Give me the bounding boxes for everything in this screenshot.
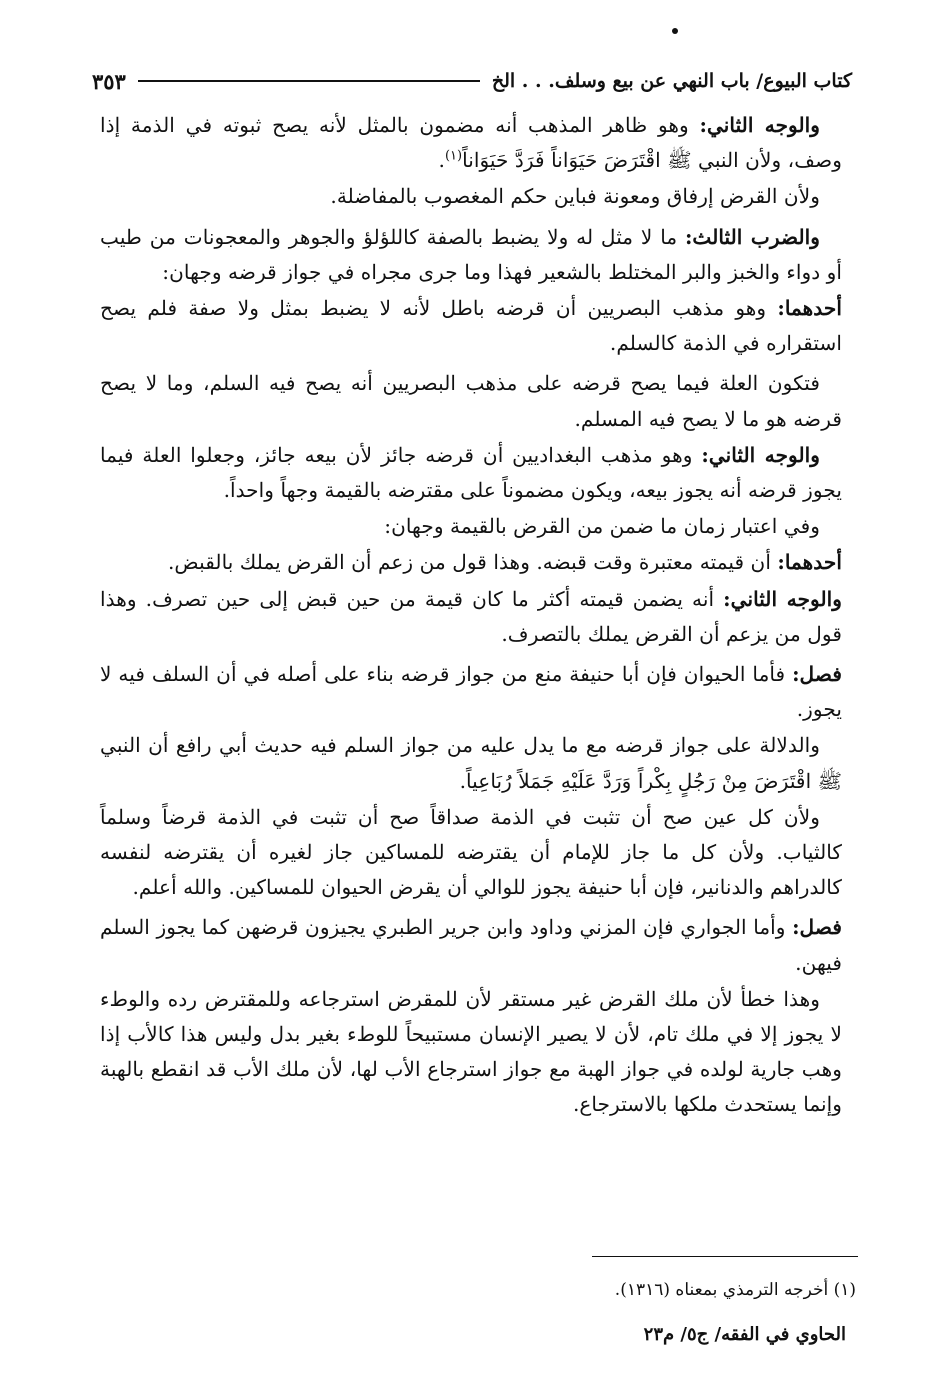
paragraph-5 [100,366,842,436]
footnote-separator [592,1256,858,1257]
paragraph-14 [100,982,842,1123]
paragraph-9 [100,582,842,652]
paragraph-6 [100,438,842,508]
paragraph-text: فتكون العلة فيما يصح قرضه على مذهب البصريين أنه يصح فيه السلم، وما لا يصح قرضه هو ما لا يصح فيه المسلم. [100,371,842,431]
section-label: والضرب الثالث: [684,224,820,249]
paragraph-text: وهو ظاهر المذهب أنه مضمون بالمثل لأنه يصح ثبوته في الذمة إذا وصف، ولأن النبي ﷺ اقْتَرَضَ حَيَوَاناً فَرَدَّ حَيَوَاناً [100,113,842,173]
paragraph-12 [100,800,842,906]
paragraph-text: أن قيمته معتبرة وقت قبضه. وهذا قول من زعم أن القرض يملك بالقبض. [167,550,778,575]
paragraph-text: فأما الحيوان فإن أبا حنيفة منع من جواز قرضه بناء على أصله في أن السلف فيه لا يجوز. [100,662,842,722]
footnote-ref[interactable]: (١) [444,148,463,164]
section-label: فصل: [792,662,842,687]
paragraph-text: وهو مذهب البصريين أن قرضه باطل لأنه لا يضبط بمثل ولا صفة فلم يصح استقراره في الذمة كالسلم. [100,296,842,356]
paragraph-10 [100,657,842,727]
paragraph-11 [100,728,842,798]
page-header [92,64,852,98]
paragraph-text: أنه يضمن قيمته أكثر ما كان قيمة من حين قبض إلى حين تصرف. وهذا قول من يزعم أن القرض يملك بالتصرف. [100,586,842,646]
paragraph-text: وهذا خطأ لأن ملك القرض غير مستقر لأن للمقرض استرجاعه وللمقترض رده والوطء لا يجوز إلا في ملك تام، لأن لا يصير الإنسان مستبيحاً للوطء بغير بدل وليس هذا كالأب إذا وهب جارية لولده في جواز الهبة مع جواز استرجاع الأب لها، لأن ملك الأب قد انقطع بالهبة وإنما يستحدث ملكها بالاسترجاع. [100,986,842,1117]
paragraph-3 [100,220,842,290]
section-label: والوجه الثاني: [701,442,820,467]
section-label: والوجه الثاني: [699,113,820,137]
paragraph-text: وهو مذهب البغداديين أن قرضه جائز لأن بيعه جائز، وجعلوا العلة فيما يجوز قرضه أنه يجوز بيعه، ويكون مضموناً على مقترضه بالقيمة وجهاً واحداً. [100,442,842,503]
paragraph-text: وأما الجواري فإن المزني وداود وابن جرير الطبري يجيزون قرضهن كما يجوز السلم فيهن. [100,915,842,975]
ink-dot [672,28,678,34]
section-label: أحدهما: [777,550,842,575]
paragraph-text: ولأن القرض إرفاق ومعونة فباين حكم المغصوب بالمفاضلة. [330,184,820,209]
header-rule [138,80,480,82]
footnote: (١) أخرجه الترمذي بمعناه (١٣١٦). [614,1280,856,1300]
running-title: كتاب البيوع/ باب النهي عن بيع وسلف. . . الخ [491,70,852,92]
page-body [100,108,842,1124]
paragraph-tail: . [438,148,445,173]
paragraph-text: ما لا مثل له ولا يضبط بالصفة كاللؤلؤ والجوهر والمعجونات من طيب أو دواء والخبز والبر المختلط بالشعير فهذا وما جرى مجراه في جواز قرضه وجهان: [100,224,842,284]
section-label: والوجه الثاني: [723,586,842,611]
paragraph-text: والدلالة على جواز قرضه مع ما يدل عليه من جواز السلم فيه حديث أبي رافع أن النبي ﷺ اقْتَرَضَ مِنْ رَجُلٍ بِكْراً وَرَدَّ عَلَيْهِ جَمَلاً رُبَاعِياً. [100,733,842,793]
page-footer: الحاوي في الفقه/ ج٥/ م٢٣ [643,1324,846,1345]
page-number: ٣٥٣ [92,68,126,94]
paragraph-text: وفي اعتبار زمان ما ضمن من القرض بالقيمة وجهان: [384,514,820,539]
paragraph-13 [100,910,842,980]
paragraph-4 [100,291,842,361]
section-label: فصل: [792,915,842,940]
paragraph-2 [100,179,842,214]
paragraph-text: ولأن كل عين صح أن تثبت في الذمة صداقاً صح أن تثبت في الذمة قرضاً وسلماً كالثياب. ولأن كل ما جاز للإمام أن يقترضه للمساكين جاز لغيره أن يقترضه لنفسه كالدراهم والدنانير، فإن أبا حنيفة يجوز للوالي أن يقرض الحيوان للمساكين. والله أعلم. [100,804,842,900]
section-label: أحدهما: [777,296,842,321]
paragraph-8 [100,545,842,580]
paragraph-7 [100,509,842,544]
paragraph-1 [100,108,842,178]
